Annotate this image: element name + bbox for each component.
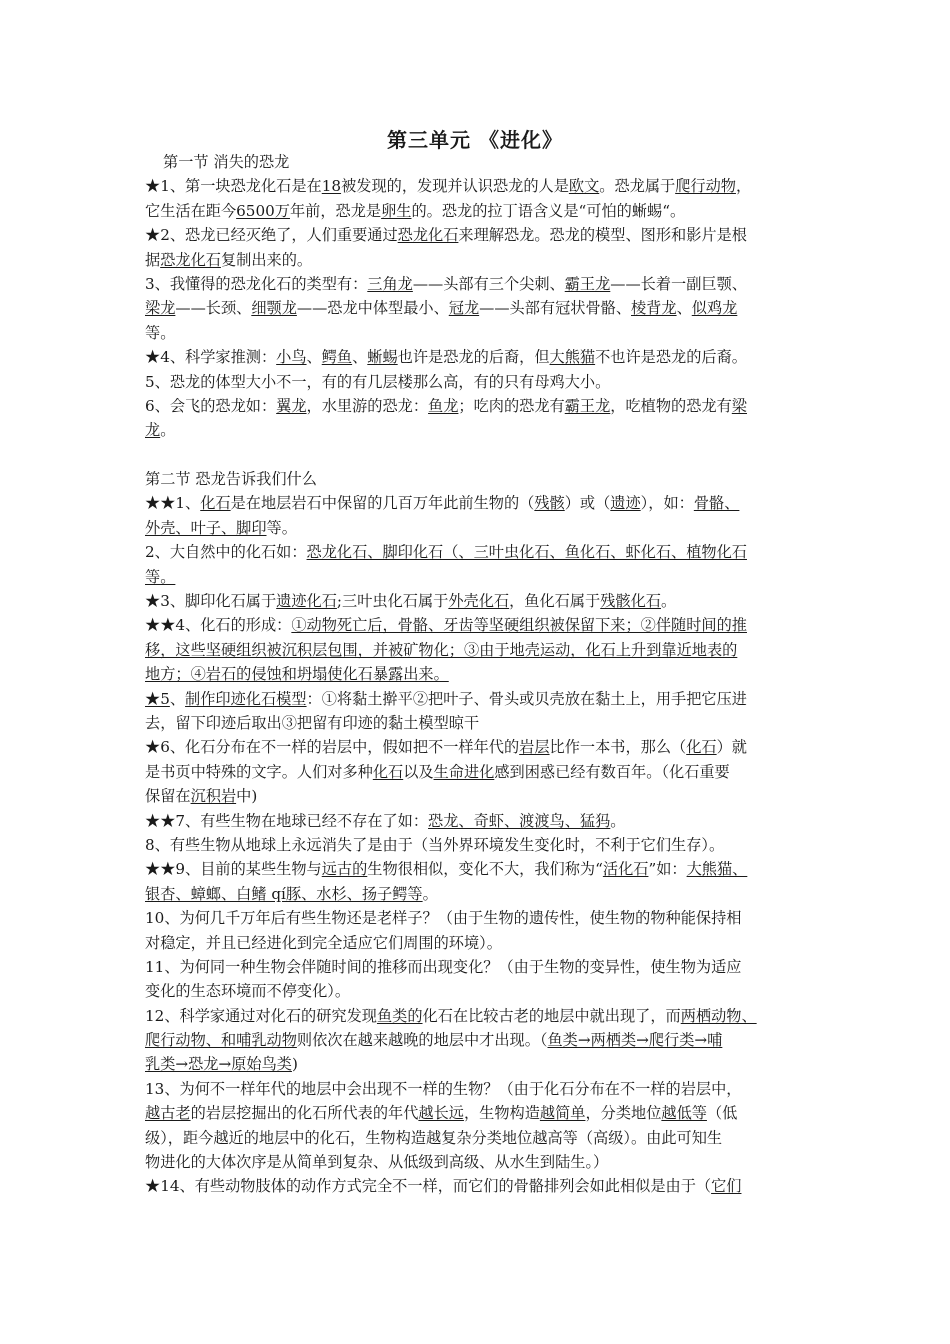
- underlined-term: 化石: [372, 762, 404, 781]
- underlined-term: 地方；④岩石的侵蚀和坍塌使化石暴露出来。: [145, 665, 449, 684]
- text-segment: 是在地层岩石中保留的几百万年此前生物的（: [230, 494, 535, 513]
- text-segment: 。: [422, 884, 438, 903]
- underlined-term: 骨骼、: [693, 494, 740, 513]
- underlined-term: 蜥蜴: [367, 348, 398, 367]
- underlined-term: 卵生: [381, 201, 412, 220]
- text-segment: 保留在: [145, 787, 191, 806]
- underlined-term: ★5: [145, 689, 170, 708]
- text-segment: 对稳定，并且已经进化到完全适应它们周围的环境）。: [145, 933, 502, 952]
- underlined-term: 等。: [145, 567, 176, 586]
- underlined-term: 遗迹化石: [276, 592, 337, 611]
- text-line: [145, 1174, 810, 1198]
- text-segment: 。: [610, 811, 626, 830]
- underlined-term: 越长远: [418, 1104, 464, 1123]
- text-line: [145, 1028, 810, 1052]
- text-segment: 级），距今越近的地层中的化石，生物构造越复杂分类地位越高等（高级）。由此可知生: [145, 1128, 723, 1147]
- underlined-term: 恐龙化石: [397, 226, 459, 245]
- text-line: [145, 589, 810, 613]
- underlined-term: 龙: [145, 421, 161, 440]
- text-line: [145, 735, 810, 759]
- underlined-term: 梁: [731, 396, 747, 415]
- text-segment: ，生物构造: [463, 1104, 540, 1123]
- text-segment: 等。: [266, 518, 297, 537]
- underlined-term: 细颚龙: [251, 299, 297, 318]
- underlined-term: 越低等: [661, 1104, 707, 1123]
- underlined-term: 化石: [686, 738, 717, 757]
- page-title: 第三单元 《进化》: [387, 128, 563, 152]
- section-heading: 第一节 消失的恐龙: [163, 153, 290, 171]
- text-line: [145, 296, 810, 320]
- text-segment: 10、为何几千万年后有些生物还是老样子？（由于生物的遗传性，使生物的物种能保持相: [145, 909, 742, 928]
- text-segment: 。: [660, 592, 677, 611]
- text-segment: ”如：: [648, 860, 687, 879]
- text-segment: ，吃植物的恐龙有: [610, 396, 732, 415]
- text-segment: 据: [145, 250, 161, 269]
- text-segment: 。恐龙属于: [599, 177, 676, 196]
- text-line: [145, 491, 810, 515]
- text-line: [145, 857, 810, 881]
- text-segment: ，: [735, 177, 752, 196]
- document-body: [145, 150, 810, 1199]
- text-segment: 、: [169, 689, 186, 708]
- underlined-term: 欧文: [568, 177, 600, 196]
- text-line: [145, 931, 810, 955]
- text-segment: 不也许是恐龙的后裔。: [595, 348, 747, 367]
- text-line: [145, 833, 810, 857]
- text-segment: 物进化的大体次序是从简单到复杂、从低级到高级、从水生到陆生。）: [145, 1153, 609, 1172]
- text-segment: 年前，恐龙是: [289, 201, 382, 220]
- text-line: [145, 711, 810, 735]
- underlined-term: 6500万: [236, 201, 290, 220]
- text-line: [145, 1052, 810, 1076]
- text-segment: ，分类地位: [585, 1104, 662, 1123]
- text-segment: ——恐龙中体型最小、: [296, 299, 449, 318]
- text-segment: 变化的生态环境而不停变化）。: [145, 982, 351, 1001]
- underlined-term: 活化石: [602, 860, 649, 879]
- text-segment: 复制出来的。: [220, 250, 313, 269]
- underlined-term: 外壳化石: [448, 592, 510, 611]
- text-segment: 等。: [145, 323, 176, 342]
- text-line: [145, 394, 810, 418]
- underlined-term: 似鸡龙: [691, 299, 738, 318]
- text-segment: ★★9、目前的某些生物与: [145, 860, 322, 879]
- underlined-term: 移，这些坚硬组织被沉积层包围，并被矿物化；③由于地壳运动，化石上升到靠近地表的: [145, 640, 738, 659]
- text-segment: （低: [706, 1104, 738, 1123]
- text-line: [145, 174, 810, 198]
- text-line: [145, 248, 810, 272]
- text-segment: ★★4、化石的形成：: [145, 616, 292, 635]
- text-segment: ，鱼化石属于: [509, 592, 601, 611]
- underlined-term: 翼龙: [276, 396, 307, 415]
- text-line: [145, 979, 810, 1003]
- text-segment: 化石在比较古老的地层中就出现了，而: [422, 1006, 681, 1025]
- text-segment: 2、大自然中的化石如：: [145, 543, 307, 562]
- text-segment: ★3、脚印化石属于: [145, 592, 277, 611]
- text-segment: 、: [306, 348, 322, 367]
- text-line: [145, 540, 810, 564]
- text-line: [145, 662, 810, 686]
- text-segment: ;三叶虫化石属于: [336, 592, 449, 611]
- text-line: [145, 223, 810, 247]
- text-line: [145, 370, 810, 394]
- text-line: [145, 199, 810, 223]
- text-line: [145, 1004, 810, 1028]
- underlined-term: ①动物死亡后，骨骼、牙齿等坚硬组织被保留下来；②伴随时间的推: [291, 616, 747, 635]
- text-segment: 它生活在距今: [145, 201, 237, 220]
- text-segment: 13、为何不一样年代的地层中会出现不一样的生物？（由于化石分布在不一样的岩层中，: [145, 1079, 742, 1098]
- underlined-term: 远古的: [321, 860, 368, 879]
- underlined-term: 它们: [711, 1177, 742, 1196]
- text-line: [145, 345, 810, 369]
- text-segment: 的岩层挖掘出的化石所代表的年代: [190, 1104, 419, 1123]
- underlined-term: 制作印迹化石模型: [185, 689, 307, 708]
- text-line: [145, 418, 810, 442]
- text-segment: 3、我懂得的恐龙化石的类型有：: [145, 274, 368, 293]
- underlined-term: 化石: [200, 494, 231, 513]
- underlined-term: 乳类→恐龙→原始鸟类: [145, 1055, 292, 1074]
- text-segment: ：①将黏土擀平②把叶子、骨头或贝壳放在黏土上，用手把它压进: [306, 689, 747, 708]
- text-segment: 、: [676, 299, 692, 318]
- text-segment: 去，留下印迹后取出③把留有印迹的黏土模型晾干: [145, 713, 480, 732]
- underlined-term: 梁龙: [145, 299, 176, 318]
- text-segment: 比作一本书，那么（: [549, 738, 687, 757]
- underlined-term: 爬行动物: [675, 177, 736, 196]
- text-line: [145, 516, 810, 540]
- text-line: [145, 565, 810, 589]
- underlined-term: 遗迹: [610, 494, 641, 513]
- text-segment: 8、有些生物从地球上永远消失了是由于（当外界环境发生变化时，不利于它们生存）。: [145, 835, 725, 854]
- text-line: [145, 638, 810, 662]
- underlined-term: 棱背龙: [631, 299, 677, 318]
- underlined-term: 鱼类→两栖类→爬行类→哺: [547, 1031, 723, 1050]
- text-segment: 11、为何同一种生物会伴随时间的推移而出现变化？（由于生物的变异性，使生物为适应: [145, 957, 742, 976]
- text-line: [145, 906, 810, 930]
- underlined-term: 岩层: [519, 738, 550, 757]
- text-segment: 5、恐龙的体型大小不一，有的有几层楼那么高，有的只有母鸡大小。: [145, 372, 611, 391]
- underlined-term: 爬行动物、和哺乳动物: [145, 1031, 297, 1050]
- text-segment: ★2、恐龙已经灭绝了，人们重要通过: [145, 226, 398, 245]
- text-segment: 中): [236, 787, 258, 806]
- text-segment: ★★1、: [145, 494, 201, 513]
- text-segment: ——头部有冠状骨骼、: [479, 299, 631, 318]
- text-line: [145, 784, 810, 808]
- text-segment: 生物很相似，变化不大，我们称为“: [367, 860, 603, 879]
- section-spacer: [145, 443, 810, 467]
- text-segment: ），如：: [640, 494, 694, 513]
- section-heading: 第二节 恐龙告诉我们什么: [145, 470, 317, 489]
- text-line: [145, 321, 810, 345]
- text-segment: ）就: [716, 738, 747, 757]
- underlined-term: 三角龙: [367, 274, 413, 293]
- text-segment: ，水里游的恐龙：: [306, 396, 429, 415]
- underlined-term: 恐龙、奇虾、渡渡鸟、猛犸: [428, 811, 611, 830]
- text-segment: 以及: [403, 762, 434, 781]
- underlined-term: 大熊猫: [549, 348, 596, 367]
- underlined-term: 越简单: [539, 1104, 586, 1123]
- underlined-term: 恐龙化石、脚印化石（、三叶虫化石、鱼化石、虾化石、植物化石: [306, 543, 747, 562]
- text-segment: 6、会飞的恐龙如：: [145, 396, 277, 415]
- text-segment: 、: [352, 348, 368, 367]
- text-line: [145, 955, 810, 979]
- text-segment: 是书页中特殊的文字。人们对多种: [145, 762, 373, 781]
- text-line: [145, 613, 810, 637]
- underlined-term: 两栖动物、: [680, 1006, 757, 1025]
- underlined-term: 鳄鱼: [321, 348, 353, 367]
- text-segment: 来理解恐龙。恐龙的模型、图形和影片是根: [458, 226, 747, 245]
- text-line: [145, 687, 810, 711]
- text-segment: ★1、第一块恐龙化石是在: [145, 177, 322, 196]
- underlined-term: 银杏、蟑螂、白鳍 qí豚、水杉、扬子鳄等: [145, 884, 423, 903]
- text-segment: 也许是恐龙的后裔，但: [397, 348, 550, 367]
- text-line: [145, 272, 810, 296]
- text-line: [145, 1126, 810, 1150]
- text-line: [145, 882, 810, 906]
- text-line: [145, 760, 810, 784]
- text-line: [145, 1101, 810, 1125]
- text-segment: ；吃肉的恐龙有: [458, 396, 565, 415]
- text-segment: ): [291, 1055, 298, 1074]
- text-segment: 。: [160, 421, 176, 440]
- underlined-term: 残骸: [534, 494, 565, 513]
- underlined-term: 冠龙: [448, 299, 480, 318]
- text-segment: 被发现的，发现并认识恐龙的人是: [341, 177, 569, 196]
- text-segment: 12、科学家通过对化石的研究发现: [145, 1006, 377, 1025]
- underlined-term: 越古老: [145, 1104, 191, 1123]
- underlined-term: 霸王龙: [564, 396, 611, 415]
- underlined-term: 生命进化: [433, 762, 495, 781]
- text-line: [145, 1077, 810, 1101]
- underlined-term: 18: [321, 177, 342, 196]
- text-segment: 的。恐龙的拉丁语含义是“可怕的蜥蜴“。: [411, 201, 686, 220]
- text-segment: ★6、化石分布在不一样的岩层中，假如把不一样年代的: [145, 738, 520, 757]
- text-segment: ★14、有些动物肢体的动作方式完全不一样，而它们的骨骼排列会如此相似是由于（: [145, 1177, 712, 1196]
- text-segment: ——长着一副巨颚、: [610, 274, 747, 293]
- text-line: [145, 809, 810, 833]
- text-segment: 感到困惑已经有数百年。（化石重要: [494, 762, 730, 781]
- underlined-term: 鱼类的: [376, 1006, 423, 1025]
- text-segment: ——长颈、: [175, 299, 252, 318]
- text-segment: 则依次在越来越晚的地层中才出现。（: [296, 1031, 548, 1050]
- text-segment: ★4、科学家推测：: [145, 348, 277, 367]
- underlined-term: 沉积岩: [190, 787, 237, 806]
- text-line: [145, 1150, 810, 1174]
- underlined-term: 大熊猫、: [686, 860, 748, 879]
- underlined-term: 外壳、叶子、脚印: [145, 518, 267, 537]
- underlined-term: 霸王龙: [564, 274, 611, 293]
- underlined-term: 恐龙化石: [160, 250, 221, 269]
- text-segment: ）或（: [564, 494, 611, 513]
- text-segment: ——头部有三个尖刺、: [412, 274, 565, 293]
- text-segment: ★★7、有些生物在地球已经不存在了如：: [145, 811, 429, 830]
- underlined-term: 小鸟: [276, 348, 307, 367]
- underlined-term: 残骸化石: [600, 592, 661, 611]
- underlined-term: 鱼龙: [428, 396, 459, 415]
